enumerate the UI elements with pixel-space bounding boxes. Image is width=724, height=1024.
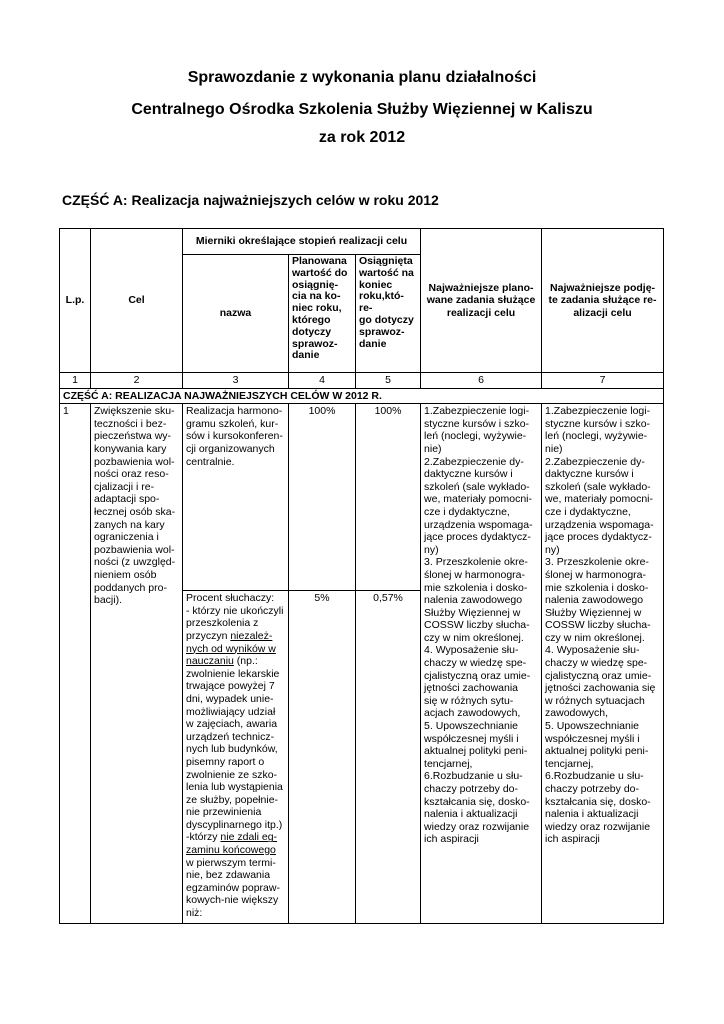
miernik-1-nazwa: Realizacja harmono- gramu szkoleń, kur- sów i kursokonferen- cji organizowanych centralnie. (183, 404, 289, 591)
part-heading: CZĘŚĆ A: REALIZACJA NAJWAŻNIEJSZYCH CELÓW W 2012 R. (60, 388, 664, 404)
document-title-line-1: Sprawozdanie z wykonania planu działalności (187, 69, 537, 86)
table-row (60, 404, 664, 591)
column-number: 3 (183, 373, 289, 389)
row-zadania-podjete: 1.Zabezpieczenie logi- styczne kursów i szko- leń (noclegi, wyżywie- nie) 2.Zabezpieczenie dy- daktyczne kursów i szkoleń (sale wykłado- we, materiały pomocni- cze i dydaktyczne, urządzenia wspomaga- jące proces dydaktycz- ny) 3. Przeszkolenie okre- ślonej w harmonogra- mie szkolenia i dosko- nalenia zawodowego Służby Więziennej w COSSW liczby słucha- czy w nim określonej. 4. Wyposażenie słu- chaczy w wiedzę spe- cjalistyczną oraz umie- jętności zachowania się w różnych sytuacjach zawodowych, 5. Upowszechnianie współczesnej myśli i aktualnej polityki peni- tencjarnej, 6.Rozbudzanie u słu- chaczy potrzeby do- kształcania się, dosko- nalenia i aktualizacji wiedzy oraz rozwijanie ich aspiracji (542, 404, 664, 924)
miernik-2-nazwa (183, 591, 289, 924)
header-mierniki: Mierniki określające stopień realizacji celu (183, 229, 421, 255)
column-number: 4 (289, 373, 356, 389)
row-lp: 1 (60, 404, 91, 924)
document-title-line-3: za rok 2012 (318, 129, 406, 146)
part-heading-row (60, 388, 664, 404)
row-zadania-planowane: 1.Zabezpieczenie logi- styczne kursów i szko- leń (noclegi, wyżywie- nie) 2.Zabezpieczenie dy- daktyczne kursów i szkoleń (sale wykłado- we, materiały pomocni- cze i dydaktyczne, urządzenia wspomaga- jące proces dydaktycz- ny) 3. Przeszkolenie okre- ślonej w harmonogra- mie szkolenia i dosko- nalenia zawodowego Służby Więziennej w COSSW liczby słucha- czy w nim określonej. 4. Wyposażenie słu- chaczy w wiedzę spe- cjalistyczną oraz umie- jętności zachowania się w różnych sytu- acjach zawodowych, 5. Upowszechnianie współczesnej myśli i aktualnej polityki peni- tencjarnej, 6.Rozbudzanie u słu- chaczy potrzeby do- kształcania się, dosko- nalenia i aktualizacji wiedzy oraz rozwijanie ich aspiracji (421, 404, 542, 924)
header-osiagnieta: Osiągnięta wartość na koniec roku,któ- re- go dotyczy sprawoz- danie (356, 255, 421, 373)
header-planowana: Planowana wartość do osiągnię- cia na ko- niec roku, którego dotyczy sprawoz- danie (289, 255, 356, 373)
header-zadania-planowane: Najważniejsze plano- wane zadania służące realizacji celu (421, 229, 542, 373)
header-nazwa: nazwa (183, 255, 289, 373)
table-header-row-1 (60, 229, 664, 255)
miernik-1-osiagnieta: 100% (356, 404, 421, 591)
goals-table (59, 228, 664, 924)
column-number: 1 (60, 373, 91, 389)
miernik-2-planowana: 5% (289, 591, 356, 924)
miernik-1-planowana: 100% (289, 404, 356, 591)
miernik-2-underlined-text: nie zdali eg- zaminu końcowego (186, 831, 278, 857)
section-a-heading: CZĘŚĆ A: Realizacja najważniejszych celów w roku 2012 (62, 192, 439, 208)
document-title-line-2: Centralnego Ośrodka Szkolenia Służby Więziennej w Kaliszu (131, 101, 593, 118)
column-number-row (60, 373, 664, 389)
miernik-2-text: w pierwszym termi- nie, bez zdawania egzaminów popraw- kowych-nie większy niż: (186, 856, 280, 920)
miernik-2-text: (np.: zwolnienie lekarskie trwające powyżej 7 dni, wypadek unie- możliwiający udział w zajęciach, awaria urządzeń technicz- nych lub budynków, pisemny raport o zwolnienie ze szko- lenia lub wystąpienia ze służby, popełnie- nie przewinienia dyscyplinarnego itp.) -którzy (186, 655, 283, 844)
header-cel: Cel (91, 229, 183, 373)
column-number: 6 (421, 373, 542, 389)
column-number: 7 (542, 373, 664, 389)
column-number: 5 (356, 373, 421, 389)
miernik-2-osiagnieta: 0,57% (356, 591, 421, 924)
miernik-2-underlined-text: niezależ- nych od wyników w nauczaniu (186, 629, 276, 668)
header-zadania-podjete: Najważniejsze podję- te zadania służące re- alizacji celu (542, 229, 664, 373)
row-cel: Zwiększenie sku- teczności i bez- pieczeństwa wy- konywania kary pozbawienia wol- ności oraz reso- cjalizacji i re- adaptacji spo- łecznej osób ska- zanych na kary ograniczenia i pozbawienia wol- ności (z uwzględ- nieniem osób poddanych pro- bacji). (91, 404, 183, 924)
miernik-2-text: Procent słuchaczy: - którzy nie ukończyli przeszkolenia z przyczyn (186, 592, 284, 642)
column-number: 2 (91, 373, 183, 389)
header-lp: L.p. (60, 229, 91, 373)
